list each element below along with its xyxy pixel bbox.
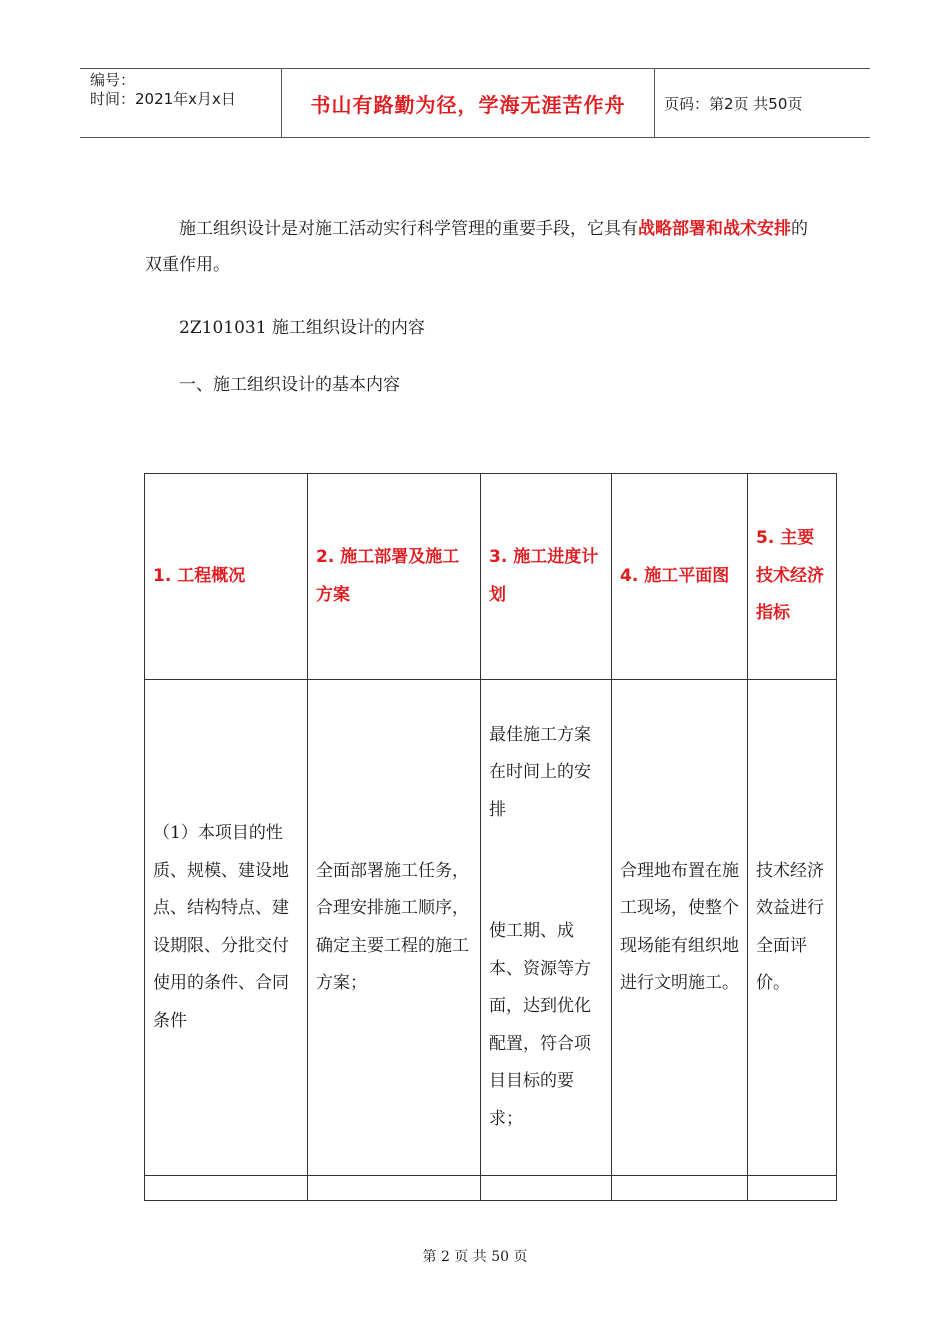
table-cell: 合理地布置在施工现场，使整个现场能有组织地进行文明施工。 bbox=[612, 680, 748, 1176]
page-footer: 第 2 页 共 50 页 bbox=[422, 1249, 528, 1265]
table-row bbox=[145, 680, 837, 1176]
table-cell: 技术经济效益进行全面评价。 bbox=[748, 680, 837, 1176]
table-header-row bbox=[145, 474, 837, 680]
table-header-cell: 1. 工程概况 bbox=[145, 474, 308, 680]
content-table bbox=[144, 473, 837, 1201]
header-page-info: 页码：第2页 共50页 bbox=[664, 94, 803, 113]
section-code-heading: 2Z101031 施工组织设计的内容 bbox=[179, 318, 425, 338]
table-cell-text: 使工期、成本、资源等方面，达到优化配置，符合项目目标的要求； bbox=[489, 921, 591, 1129]
table-cell-empty bbox=[308, 1176, 481, 1201]
table-header-cell: 4. 施工平面图 bbox=[612, 474, 748, 680]
table-cell: （1）本项目的性质、规模、建设地点、结构特点、建设期限、分批交付使用的条件、合同条件 bbox=[145, 680, 308, 1176]
document-number-label: 编号： bbox=[90, 71, 136, 89]
table-cell: 全面部署施工任务，合理安排施工顺序，确定主要工程的施工方案； bbox=[308, 680, 481, 1176]
intro-text-before: 施工组织设计是对施工活动实行科学管理的重要手段，它具有 bbox=[179, 219, 638, 239]
intro-text-after: 的双重作用。 bbox=[145, 219, 808, 275]
table-row-empty bbox=[145, 1176, 837, 1201]
intro-paragraph bbox=[145, 211, 815, 283]
table-header-cell: 2. 施工部署及施工方案 bbox=[308, 474, 481, 680]
table-cell-empty bbox=[481, 1176, 612, 1201]
table-cell-empty bbox=[748, 1176, 837, 1201]
document-time-label: 时间：2021年x月x日 bbox=[90, 90, 236, 108]
cell-spacer bbox=[489, 829, 603, 913]
table-cell-empty bbox=[612, 1176, 748, 1201]
subsection-heading: 一、施工组织设计的基本内容 bbox=[179, 375, 400, 395]
table-header-cell: 3. 施工进度计划 bbox=[481, 474, 612, 680]
page-header bbox=[80, 68, 870, 138]
table-header-cell: 5. 主要技术经济指标 bbox=[748, 474, 837, 680]
header-meta bbox=[90, 71, 236, 109]
header-motto: 书山有路勤为径，学海无涯苦作舟 bbox=[281, 69, 655, 137]
table-cell-empty bbox=[145, 1176, 308, 1201]
table-cell bbox=[481, 680, 612, 1176]
table-cell-text: 最佳施工方案在时间上的安排 bbox=[489, 724, 591, 820]
intro-highlight: 战略部署和战术安排 bbox=[638, 219, 791, 239]
